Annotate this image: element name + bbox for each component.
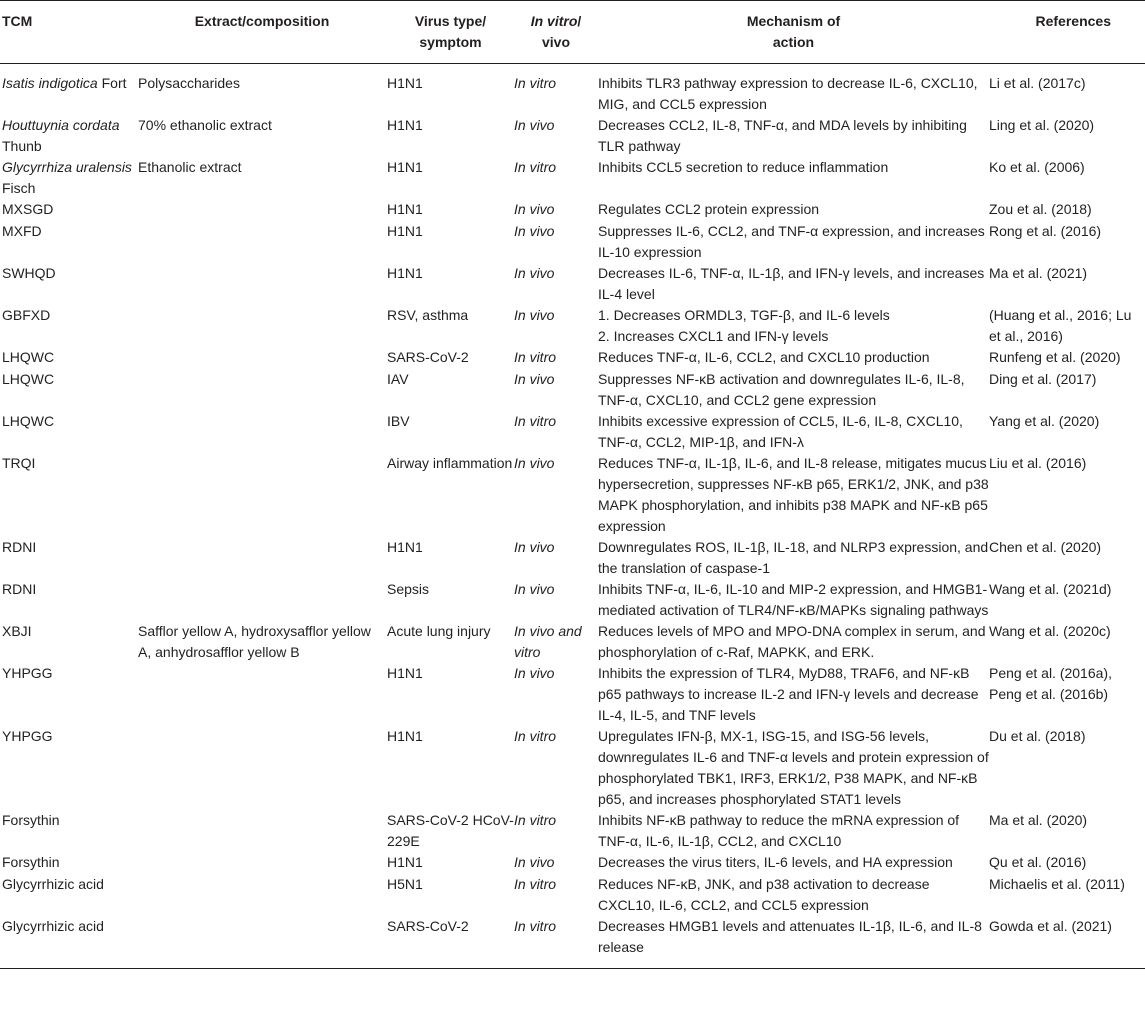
- cell-study-type: In vitro: [514, 728, 557, 744]
- cell-study-type: In vivo: [514, 307, 555, 323]
- cell-tcm: [0, 621, 137, 663]
- cell-virus: H5N1: [387, 876, 423, 892]
- table-row: [0, 852, 1145, 874]
- tcm-name: RDNI: [2, 539, 37, 555]
- cell-tcm: [0, 537, 137, 579]
- cell-reference: Wang et al. (2020c): [989, 623, 1111, 639]
- cell-tcm: [0, 221, 137, 263]
- cell-tcm: [0, 579, 137, 621]
- cell-extract: [137, 305, 387, 347]
- tcm-species: Glycyrrhiza uralensis: [2, 159, 132, 175]
- cell-extract: [137, 263, 387, 305]
- cell-mechanism: Regulates CCL2 protein expression: [598, 201, 820, 217]
- cell-reference: Zou et al. (2018): [989, 201, 1092, 217]
- table-row: [0, 199, 1145, 221]
- table-row: [0, 537, 1145, 579]
- cell-extract: [137, 579, 387, 621]
- cell-tcm: [0, 810, 137, 852]
- cell-mechanism: Reduces TNF-α, IL-1β, IL-6, and IL-8 release, mitigates mucus hypersecretion, suppresses NF-κB p65, ERK1/2, JNK, and p38 MAPK phosphorylation, and inhibits p38 MAPK and NF-κB p65 expression: [598, 455, 989, 534]
- cell-study-type: In vitro: [514, 918, 557, 934]
- cell-virus: H1N1: [387, 223, 423, 239]
- header-study-line2: vivo: [541, 34, 570, 50]
- cell-tcm: [0, 852, 137, 874]
- cell-extract: [137, 453, 387, 537]
- header-mechanism-line2: action: [772, 34, 815, 50]
- cell-extract: [137, 221, 387, 263]
- cell-mechanism: Decreases the virus titers, IL-6 levels, and HA expression: [598, 854, 953, 870]
- table-row: [0, 221, 1145, 263]
- table-row: [0, 64, 1145, 116]
- cell-study-type: In vivo: [514, 854, 555, 870]
- cell-tcm: [0, 411, 137, 453]
- cell-virus: RSV, asthma: [387, 307, 469, 323]
- table-row: [0, 621, 1145, 663]
- table-row: [0, 369, 1145, 411]
- cell-mechanism: Suppresses NF-κB activation and downregulates IL-6, IL-8, TNF-α, CXCL10, and CCL2 gene expression: [598, 371, 965, 408]
- tcm-name: RDNI: [2, 581, 37, 597]
- tcm-name: LHQWC: [2, 371, 55, 387]
- cell-extract: Ethanolic extract: [138, 159, 242, 175]
- cell-virus: H1N1: [387, 117, 423, 133]
- cell-virus: Acute lung injury: [387, 623, 491, 639]
- cell-mechanism: Inhibits NF-κB pathway to reduce the mRNA expression of TNF-α, IL-6, IL-1β, CCL2, and CXCL10: [598, 812, 960, 849]
- cell-mechanism: Inhibits TLR3 pathway expression to decrease IL-6, CXCL10, MIG, and CCL5 expression: [598, 75, 978, 112]
- cell-mechanism: Upregulates IFN-β, MX-1, ISG-15, and ISG-56 levels, downregulates IL-6 and TNF-α levels and protein expression of phosphorylated TBK1, IRF3, ERK1/2, P38 MAPK, and NF-κB p65, and increases phosphorylated STAT1 levels: [598, 728, 989, 807]
- table-body: [0, 64, 1145, 969]
- cell-extract: [137, 810, 387, 852]
- cell-tcm: [0, 726, 137, 810]
- cell-mechanism: Inhibits TNF-α, IL-6, IL-10 and MIP-2 expression, and HMGB1-mediated activation of TLR4/NF-κB/MAPKs signaling pathways: [598, 581, 989, 618]
- cell-study-type: In vivo: [514, 223, 555, 239]
- cell-tcm: [0, 874, 137, 916]
- tcm-name: YHPGG: [2, 728, 53, 744]
- cell-virus: H1N1: [387, 201, 423, 217]
- cell-study-type: In vitro: [514, 812, 557, 828]
- table-row: [0, 579, 1145, 621]
- cell-study-type: In vitro: [514, 75, 557, 91]
- cell-extract: [137, 874, 387, 916]
- cell-study-type: In vivo: [514, 539, 555, 555]
- tcm-species: Houttuynia cordata: [2, 117, 120, 133]
- tcm-name: LHQWC: [2, 349, 55, 365]
- table-row: [0, 305, 1145, 347]
- cell-study-type: In vivo: [514, 201, 555, 217]
- cell-virus: SARS-CoV-2: [387, 349, 469, 365]
- tcm-name: MXFD: [2, 223, 42, 239]
- cell-reference: Qu et al. (2016): [989, 854, 1087, 870]
- cell-mechanism: Decreases IL-6, TNF-α, IL-1β, and IFN-γ levels, and increases IL-4 level: [598, 265, 985, 302]
- tcm-name: Glycyrrhizic acid: [2, 918, 104, 934]
- cell-extract: 70% ethanolic extract: [138, 117, 272, 133]
- tcm-name: TRQI: [2, 455, 36, 471]
- cell-study-type: In vitro: [514, 159, 557, 175]
- header-virus-line2: symptom: [419, 34, 482, 50]
- cell-extract: Safflor yellow A, hydroxysafflor yellow A, anhydrosafflor yellow B: [138, 623, 371, 660]
- tcm-name: Forsythin: [2, 812, 60, 828]
- cell-virus: H1N1: [387, 539, 423, 555]
- cell-mechanism: Inhibits the expression of TLR4, MyD88, TRAF6, and NF-κB p65 pathways to increase IL-2 and IFN-γ levels and decrease IL-4, IL-5, and TNF levels: [598, 665, 979, 723]
- cell-tcm: [0, 663, 137, 726]
- cell-study-type: In vivo and vitro: [514, 623, 582, 660]
- cell-reference: Liu et al. (2016): [989, 455, 1087, 471]
- cell-tcm: [0, 305, 137, 347]
- table-row: [0, 411, 1145, 453]
- cell-tcm: [0, 263, 137, 305]
- cell-reference: Ling et al. (2020): [989, 117, 1095, 133]
- cell-reference: Chen et al. (2020): [989, 539, 1102, 555]
- cell-virus: Sepsis: [387, 581, 430, 597]
- header-study-slash: /: [577, 13, 582, 29]
- cell-study-type: In vivo: [514, 455, 555, 471]
- cell-virus: H1N1: [387, 159, 423, 175]
- header-mechanism-line1: Mechanism of: [746, 13, 841, 29]
- tcm-name: SWHQD: [2, 265, 56, 281]
- cell-extract: [137, 663, 387, 726]
- cell-reference: Peng et al. (2016a), Peng et al. (2016b): [989, 665, 1112, 702]
- header-study: [514, 1, 598, 64]
- tcm-name: Forsythin: [2, 854, 60, 870]
- cell-virus: Airway inflammation: [387, 455, 513, 471]
- cell-reference: Du et al. (2018): [989, 728, 1086, 744]
- cell-reference: Ma et al. (2020): [989, 812, 1088, 828]
- cell-virus: H1N1: [387, 75, 423, 91]
- cell-mechanism: Inhibits excessive expression of CCL5, IL-6, IL-8, CXCL10, TNF-α, CCL2, MIP-1β, and IFN-λ: [598, 413, 963, 450]
- cell-virus: H1N1: [387, 728, 423, 744]
- cell-reference: Gowda et al. (2021): [989, 918, 1112, 934]
- cell-virus: SARS-CoV-2: [387, 918, 469, 934]
- cell-virus: IAV: [387, 371, 409, 387]
- table-row: [0, 810, 1145, 852]
- cell-study-type: In vivo: [514, 665, 555, 681]
- cell-tcm: [0, 64, 137, 116]
- cell-tcm: [0, 916, 137, 969]
- cell-extract: [137, 411, 387, 453]
- header-tcm: TCM: [2, 13, 33, 29]
- cell-reference: (Huang et al., 2016; Lu et al., 2016): [989, 307, 1132, 344]
- cell-virus: SARS-CoV-2 HCoV-229E: [387, 812, 514, 849]
- header-virus-line1: Virus type/: [414, 13, 487, 29]
- cell-reference: Rong et al. (2016): [989, 223, 1102, 239]
- header-row: [0, 1, 1145, 64]
- header-extract: Extract/composition: [194, 13, 330, 29]
- header-mechanism: [598, 1, 989, 64]
- cell-study-type: In vitro: [514, 413, 557, 429]
- table-row: [0, 916, 1145, 969]
- cell-mechanism: Inhibits CCL5 secretion to reduce inflammation: [598, 159, 889, 175]
- cell-tcm: [0, 369, 137, 411]
- cell-study-type: In vivo: [514, 265, 555, 281]
- cell-tcm: [0, 199, 137, 221]
- cell-extract: [137, 369, 387, 411]
- tcm-name: Fisch: [2, 180, 36, 196]
- cell-mechanism: Downregulates ROS, IL-1β, IL-18, and NLRP3 expression, and the translation of caspase-1: [598, 539, 989, 576]
- cell-extract: [137, 347, 387, 369]
- cell-mechanism: 1. Decreases ORMDL3, TGF-β, and IL-6 levels 2. Increases CXCL1 and IFN-γ levels: [598, 307, 890, 344]
- cell-extract: Polysaccharides: [138, 75, 240, 91]
- cell-extract: [137, 852, 387, 874]
- cell-virus: IBV: [387, 413, 410, 429]
- cell-extract: [137, 916, 387, 969]
- table-row: [0, 115, 1145, 157]
- cell-virus: H1N1: [387, 854, 423, 870]
- tcm-name: GBFXD: [2, 307, 51, 323]
- header-study-italic: In vitro: [530, 13, 578, 29]
- cell-tcm: [0, 157, 137, 199]
- cell-reference: Ding et al. (2017): [989, 371, 1097, 387]
- cell-reference: Yang et al. (2020): [989, 413, 1100, 429]
- cell-reference: Michaelis et al. (2011): [989, 876, 1125, 892]
- cell-study-type: In vitro: [514, 349, 557, 365]
- cell-mechanism: Reduces NF-κB, JNK, and p38 activation to decrease CXCL10, IL-6, CCL2, and CCL5 expression: [598, 876, 930, 913]
- table-row: [0, 874, 1145, 916]
- cell-study-type: In vitro: [514, 876, 557, 892]
- tcm-name: Fort: [97, 75, 127, 91]
- table-row: [0, 347, 1145, 369]
- cell-virus: H1N1: [387, 665, 423, 681]
- table-row: [0, 263, 1145, 305]
- tcm-name: Glycyrrhizic acid: [2, 876, 104, 892]
- tcm-name: LHQWC: [2, 413, 55, 429]
- cell-extract: [137, 726, 387, 810]
- cell-mechanism: Suppresses IL-6, CCL2, and TNF-α expression, and increases IL-10 expression: [598, 223, 985, 260]
- cell-study-type: In vivo: [514, 371, 555, 387]
- tcm-species: Isatis indigotica: [2, 75, 98, 91]
- cell-reference: Wang et al. (2021d): [989, 581, 1112, 597]
- cell-reference: Runfeng et al. (2020): [989, 349, 1121, 365]
- cell-study-type: In vivo: [514, 581, 555, 597]
- tcm-name: MXSGD: [2, 201, 54, 217]
- cell-study-type: In vivo: [514, 117, 555, 133]
- cell-tcm: [0, 347, 137, 369]
- cell-mechanism: Decreases HMGB1 levels and attenuates IL-1β, IL-6, and IL-8 release: [598, 918, 982, 955]
- cell-mechanism: Reduces levels of MPO and MPO-DNA complex in serum, and phosphorylation of c-Raf, MAPKK, and ERK.: [598, 623, 986, 660]
- cell-reference: Li et al. (2017c): [989, 75, 1086, 91]
- table-row: [0, 726, 1145, 810]
- cell-virus: H1N1: [387, 265, 423, 281]
- cell-reference: Ma et al. (2021): [989, 265, 1088, 281]
- header-virus: [387, 1, 514, 64]
- table-row: [0, 453, 1145, 537]
- header-references: References: [1035, 13, 1111, 29]
- cell-extract: [137, 537, 387, 579]
- cell-extract: [137, 199, 387, 221]
- tcm-name: XBJI: [2, 623, 32, 639]
- cell-reference: Ko et al. (2006): [989, 159, 1085, 175]
- table-row: [0, 663, 1145, 726]
- table-row: [0, 157, 1145, 199]
- tcm-name: YHPGG: [2, 665, 53, 681]
- cell-tcm: [0, 453, 137, 537]
- tcm-name: Thunb: [2, 138, 42, 154]
- cell-tcm: [0, 115, 137, 157]
- cell-mechanism: Reduces TNF-α, IL-6, CCL2, and CXCL10 production: [598, 349, 930, 365]
- cell-mechanism: Decreases CCL2, IL-8, TNF-α, and MDA levels by inhibiting TLR pathway: [598, 117, 967, 154]
